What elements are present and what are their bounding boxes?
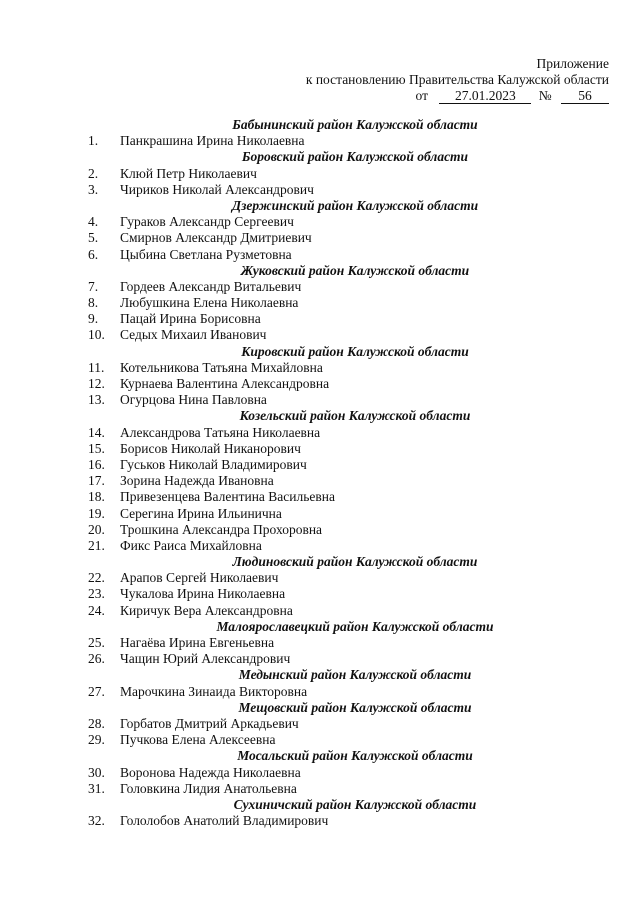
person-name: Седых Михаил Иванович	[120, 327, 267, 343]
list-item	[0, 716, 640, 732]
item-number: 24.	[88, 602, 105, 618]
list-item	[0, 182, 640, 198]
list-item	[0, 279, 640, 295]
item-number: 14.	[88, 424, 105, 440]
list-item	[0, 441, 640, 457]
person-name: Александрова Татьяна Николаевна	[120, 424, 321, 440]
person-name: Пучкова Елена Алексеевна	[120, 732, 276, 748]
district-heading: Кировский район Калужской области	[241, 343, 469, 359]
list-item	[0, 295, 640, 311]
item-number: 27.	[88, 683, 105, 699]
appendix-title: Приложение	[536, 56, 609, 71]
person-name: Чириков Николай Александрович	[120, 181, 314, 197]
item-number: 6.	[88, 246, 99, 262]
list-item	[0, 765, 640, 781]
person-name: Чукалова Ирина Николаевна	[120, 586, 286, 602]
person-name: Пацай Ирина Борисовна	[120, 311, 261, 327]
item-number: 7.	[88, 278, 99, 294]
person-name: Гололобов Анатолий Владимирович	[120, 813, 329, 829]
list-item	[0, 425, 640, 441]
list-item	[0, 538, 640, 554]
number-label: №	[538, 88, 552, 103]
person-name: Клюй Петр Николаевич	[120, 165, 257, 181]
person-name: Цыбина Светлана Рузметовна	[120, 246, 292, 262]
district-heading: Малоярославецкий район Калужской области	[216, 618, 494, 634]
item-number: 4.	[88, 214, 99, 230]
person-name: Киричук Вера Александровна	[120, 602, 293, 618]
person-name: Панкрашина Ирина Николаевна	[120, 133, 305, 149]
item-number: 31.	[88, 780, 105, 796]
list-item	[0, 781, 640, 797]
person-name: Головкина Лидия Анатольевна	[120, 780, 297, 796]
district-heading: Боровский район Калужской области	[241, 149, 469, 165]
list-item	[0, 230, 640, 246]
item-number: 12.	[88, 376, 105, 391]
item-number: 29.	[88, 732, 105, 748]
district-list	[0, 117, 640, 829]
person-name: Воронова Надежда Николаевна	[120, 764, 301, 780]
district-heading: Дзержинский район Калужской области	[231, 197, 479, 213]
person-name: Фикс Раиса Михайловна	[120, 537, 262, 553]
person-name: Смирнов Александр Дмитриевич	[120, 230, 312, 246]
person-name: Борисов Николай Никанорович	[120, 440, 301, 456]
person-name: Арапов Сергей Николаевич	[120, 570, 279, 586]
item-number: 22.	[88, 570, 105, 586]
district-heading: Сухиничский район Калужской области	[233, 796, 477, 812]
list-item	[0, 473, 640, 489]
item-number: 25.	[88, 635, 105, 650]
item-number: 8.	[88, 295, 99, 311]
list-item	[0, 586, 640, 602]
person-name: Зорина Надежда Ивановна	[120, 473, 274, 489]
item-number: 17.	[88, 473, 105, 489]
item-number: 1.	[88, 133, 99, 149]
person-name: Гордеев Александр Витальевич	[120, 278, 302, 294]
district-heading: Мещовский район Калужской области	[238, 699, 472, 715]
list-item	[0, 133, 640, 149]
list-item	[0, 635, 640, 651]
district-heading: Мосальский район Калужской области	[237, 748, 473, 764]
person-name: Любушкина Елена Николаевна	[120, 295, 299, 311]
district-heading: Козельский район Калужской области	[239, 408, 471, 424]
person-name: Гуськов Николай Владимирович	[120, 456, 307, 472]
item-number: 19.	[88, 505, 105, 521]
list-item	[0, 522, 640, 538]
resolution-number: 56	[561, 89, 609, 104]
person-name: Марочкина Зинаида Викторовна	[120, 683, 308, 699]
list-item	[0, 732, 640, 748]
list-item	[0, 311, 640, 327]
person-name: Котельникова Татьяна Михайловна	[120, 359, 323, 375]
person-name: Курнаева Валентина Александровна	[120, 376, 330, 391]
item-number: 15.	[88, 440, 105, 456]
list-item	[0, 603, 640, 619]
list-item	[0, 684, 640, 700]
person-name: Привезенцева Валентина Васильевна	[120, 489, 335, 505]
person-name: Горбатов Дмитрий Аркадьевич	[120, 715, 299, 731]
item-number: 11.	[88, 359, 105, 375]
person-name: Трошкина Александра Прохоровна	[120, 521, 323, 537]
item-number: 5.	[88, 230, 99, 246]
item-number: 18.	[88, 489, 105, 505]
list-item	[0, 489, 640, 505]
person-name: Серегина Ирина Ильинична	[120, 505, 282, 521]
date-number-line	[416, 88, 610, 104]
person-name: Гураков Александр Сергеевич	[120, 214, 294, 230]
list-item	[0, 214, 640, 230]
item-number: 32.	[88, 813, 105, 829]
list-item	[0, 166, 640, 182]
person-name: Чащин Юрий Александрович	[120, 651, 291, 667]
list-item	[0, 392, 640, 408]
district-heading: Людиновский район Калужской области	[232, 554, 478, 570]
from-label: от	[415, 88, 428, 103]
list-item	[0, 327, 640, 343]
item-number: 13.	[88, 392, 105, 408]
item-number: 9.	[88, 311, 99, 327]
list-item	[0, 457, 640, 473]
item-number: 26.	[88, 651, 105, 667]
list-item	[0, 506, 640, 522]
district-heading: Жуковский район Калужской области	[240, 262, 470, 278]
list-item	[0, 360, 640, 376]
item-number: 16.	[88, 456, 105, 472]
item-number: 20.	[88, 521, 105, 537]
item-number: 21.	[88, 537, 105, 553]
list-item	[0, 376, 640, 392]
resolution-date: 27.01.2023	[439, 89, 531, 104]
district-heading: Медынский район Калужской области	[238, 667, 472, 683]
item-number: 23.	[88, 586, 105, 602]
list-item	[0, 651, 640, 667]
item-number: 28.	[88, 715, 105, 731]
person-name: Огурцова Нина Павловна	[120, 392, 267, 408]
district-heading: Бабынинский район Калужской области	[232, 117, 478, 132]
resolution-reference: к постановлению Правительства Калужской области	[305, 72, 609, 87]
list-item	[0, 247, 640, 263]
item-number: 2.	[88, 165, 99, 181]
person-name: Нагаёва Ирина Евгеньевна	[120, 635, 275, 650]
list-item	[0, 570, 640, 586]
list-item	[0, 813, 640, 829]
item-number: 10.	[88, 327, 105, 343]
item-number: 3.	[88, 181, 99, 197]
item-number: 30.	[88, 764, 105, 780]
